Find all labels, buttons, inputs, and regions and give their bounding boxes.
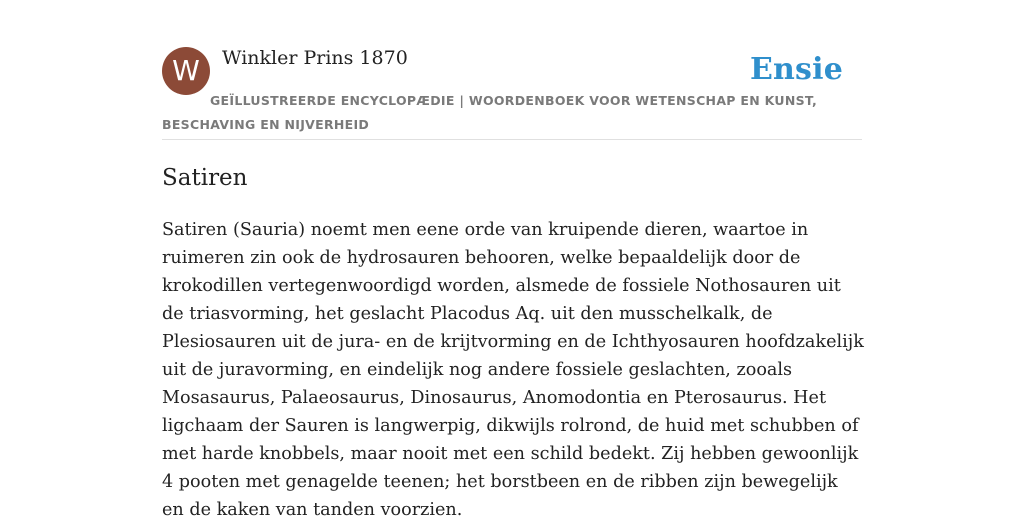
source-subtitle: GEÏLLUSTREERDE ENCYCLOPÆDIE | WOORDENBOEK VOOR WETENSCHAP EN KUNST, BESCHAVING EN NIJVERHEID: [162, 93, 818, 132]
header-divider: [162, 139, 862, 140]
entry-title: Satiren: [162, 165, 248, 191]
ensie-logo[interactable]: Ensie: [749, 52, 843, 87]
entry-body: Satiren (Sauria) noemt men eene orde van kruipende dieren, waartoe in ruimeren zin ook de hydrosauren behooren, welke bepaaldelijk door de krokodillen vertegenwoordigd worden, alsmede de fossiele Nothosauren uit de triasvorming, het geslacht Placodus Aq. uit den musschelkalk, de Plesiosauren uit de jura- en de krijtvorming en de Ichthyosauren hoofdzakelijk uit de juravorming, en eindelijk nog andere fossiele geslachten, zooals Mosasaurus, Palaeosaurus, Dinosaurus, Anomodontia en Pterosaurus. Het ligchaam der Sauren is langwerpig, dikwijls rolrond, de huid met schubben of met harde knobbels, maar nooit met een schild bedekt. Zij hebben gewoonlijk 4 pooten met genagelde teenen; het borstbeen en de ribben zijn bewegelijk en de kaken van tanden voorzien.: [162, 220, 864, 520]
source-title-link[interactable]: Winkler Prins 1870: [222, 47, 408, 69]
source-avatar[interactable]: W: [162, 47, 210, 95]
